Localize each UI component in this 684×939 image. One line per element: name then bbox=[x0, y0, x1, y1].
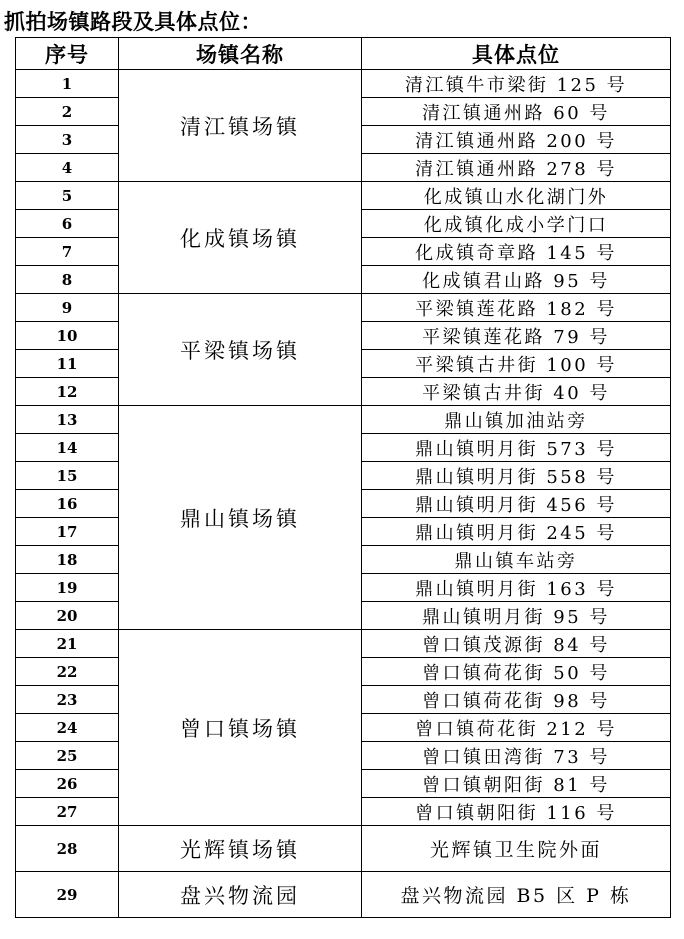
location-cell: 曾口镇荷花街 50 号 bbox=[362, 658, 671, 686]
row-index: 16 bbox=[16, 490, 119, 518]
location-cell: 鼎山镇明月街 163 号 bbox=[362, 574, 671, 602]
location-cell: 化成镇君山路 95 号 bbox=[362, 266, 671, 294]
row-index: 17 bbox=[16, 518, 119, 546]
location-cell: 曾口镇荷花街 212 号 bbox=[362, 714, 671, 742]
location-cell: 鼎山镇明月街 456 号 bbox=[362, 490, 671, 518]
town-name-cell: 平梁镇场镇 bbox=[119, 294, 362, 406]
location-cell: 曾口镇茂源街 84 号 bbox=[362, 630, 671, 658]
row-index: 27 bbox=[16, 798, 119, 826]
header-index: 序号 bbox=[16, 38, 119, 70]
table-row bbox=[16, 294, 671, 322]
location-cell: 曾口镇朝阳街 81 号 bbox=[362, 770, 671, 798]
row-index: 6 bbox=[16, 210, 119, 238]
row-index: 15 bbox=[16, 462, 119, 490]
table-row bbox=[16, 70, 671, 98]
location-cell: 鼎山镇加油站旁 bbox=[362, 406, 671, 434]
town-name-cell: 化成镇场镇 bbox=[119, 182, 362, 294]
table-header-row bbox=[16, 38, 671, 70]
row-index: 22 bbox=[16, 658, 119, 686]
row-index: 9 bbox=[16, 294, 119, 322]
row-index: 4 bbox=[16, 154, 119, 182]
location-cell: 平梁镇莲花路 79 号 bbox=[362, 322, 671, 350]
row-index: 11 bbox=[16, 350, 119, 378]
location-cell: 清江镇牛市梁街 125 号 bbox=[362, 70, 671, 98]
row-index: 21 bbox=[16, 630, 119, 658]
table-row bbox=[16, 406, 671, 434]
location-cell: 盘兴物流园 B5 区 P 栋 bbox=[362, 872, 671, 918]
town-name-cell: 光辉镇场镇 bbox=[119, 826, 362, 872]
table-row bbox=[16, 826, 671, 872]
location-cell: 曾口镇荷花街 98 号 bbox=[362, 686, 671, 714]
header-town: 场镇名称 bbox=[119, 38, 362, 70]
row-index: 25 bbox=[16, 742, 119, 770]
town-name-cell: 盘兴物流园 bbox=[119, 872, 362, 918]
town-name-cell: 鼎山镇场镇 bbox=[119, 406, 362, 630]
location-cell: 平梁镇古井街 40 号 bbox=[362, 378, 671, 406]
table-row bbox=[16, 182, 671, 210]
location-cell: 化成镇山水化湖门外 bbox=[362, 182, 671, 210]
location-cell: 曾口镇田湾街 73 号 bbox=[362, 742, 671, 770]
location-cell: 鼎山镇车站旁 bbox=[362, 546, 671, 574]
table-row bbox=[16, 630, 671, 658]
page-title: 抓拍场镇路段及具体点位： bbox=[4, 10, 262, 34]
row-index: 10 bbox=[16, 322, 119, 350]
row-index: 5 bbox=[16, 182, 119, 210]
location-cell: 平梁镇莲花路 182 号 bbox=[362, 294, 671, 322]
row-index: 8 bbox=[16, 266, 119, 294]
row-index: 23 bbox=[16, 686, 119, 714]
row-index: 24 bbox=[16, 714, 119, 742]
row-index: 3 bbox=[16, 126, 119, 154]
row-index: 2 bbox=[16, 98, 119, 126]
location-cell: 鼎山镇明月街 573 号 bbox=[362, 434, 671, 462]
checkpoint-table bbox=[15, 37, 671, 918]
location-cell: 曾口镇朝阳街 116 号 bbox=[362, 798, 671, 826]
row-index: 18 bbox=[16, 546, 119, 574]
location-cell: 化成镇奇章路 145 号 bbox=[362, 238, 671, 266]
row-index: 28 bbox=[16, 826, 119, 872]
location-cell: 化成镇化成小学门口 bbox=[362, 210, 671, 238]
row-index: 29 bbox=[16, 872, 119, 918]
location-cell: 清江镇通州路 278 号 bbox=[362, 154, 671, 182]
row-index: 13 bbox=[16, 406, 119, 434]
row-index: 7 bbox=[16, 238, 119, 266]
table-row bbox=[16, 872, 671, 918]
location-cell: 鼎山镇明月街 245 号 bbox=[362, 518, 671, 546]
location-cell: 清江镇通州路 60 号 bbox=[362, 98, 671, 126]
row-index: 14 bbox=[16, 434, 119, 462]
row-index: 26 bbox=[16, 770, 119, 798]
location-cell: 光辉镇卫生院外面 bbox=[362, 826, 671, 872]
row-index: 12 bbox=[16, 378, 119, 406]
town-name-cell: 清江镇场镇 bbox=[119, 70, 362, 182]
location-cell: 鼎山镇明月街 558 号 bbox=[362, 462, 671, 490]
location-cell: 清江镇通州路 200 号 bbox=[362, 126, 671, 154]
table-body bbox=[16, 70, 671, 918]
row-index: 19 bbox=[16, 574, 119, 602]
town-name-cell: 曾口镇场镇 bbox=[119, 630, 362, 826]
header-location: 具体点位 bbox=[362, 38, 671, 70]
row-index: 20 bbox=[16, 602, 119, 630]
location-cell: 平梁镇古井街 100 号 bbox=[362, 350, 671, 378]
row-index: 1 bbox=[16, 70, 119, 98]
location-cell: 鼎山镇明月街 95 号 bbox=[362, 602, 671, 630]
